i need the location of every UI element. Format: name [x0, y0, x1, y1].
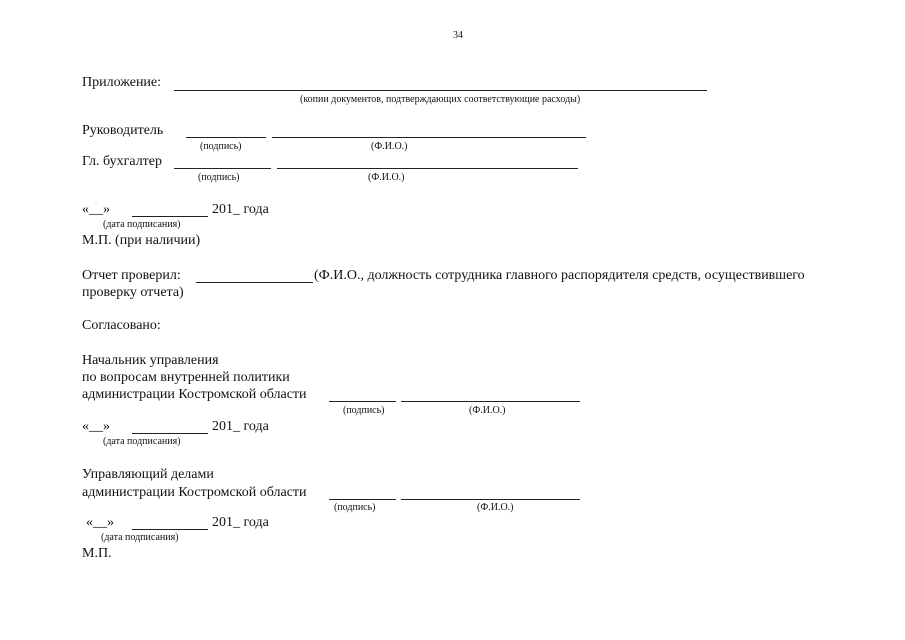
date1-quote: «__»: [82, 202, 110, 217]
attachment-caption: (копии документов, подтверждающих соответствующие расходы): [300, 94, 581, 105]
affairs-manager-name-line: [401, 499, 580, 500]
date3-quote: «__»: [86, 515, 114, 530]
date3-caption: (дата подписания): [101, 532, 179, 543]
date2-year: 201_ года: [212, 419, 269, 434]
internal-policy-name-caption: (Ф.И.О.): [469, 405, 506, 416]
date1-caption: (дата подписания): [103, 219, 181, 230]
head-sign-line: [186, 137, 266, 138]
accountant-label: Гл. бухгалтер: [82, 154, 163, 169]
page-number: 34: [453, 30, 463, 41]
affairs-manager-sign-line: [329, 499, 396, 500]
internal-policy-line1: Начальник управления: [82, 353, 219, 368]
internal-policy-line2: по вопросам внутренней политики: [82, 370, 290, 385]
date1-year: 201_ года: [212, 202, 269, 217]
checked-line: [196, 282, 313, 283]
date2-caption: (дата подписания): [103, 436, 181, 447]
head-name-line: [272, 137, 586, 138]
checked-text-line2: проверку отчета): [82, 285, 184, 300]
date2-quote: «__»: [82, 419, 110, 434]
affairs-manager-line2: администрации Костромской области: [82, 485, 307, 500]
stamp-text-1: М.П. (при наличии): [82, 233, 201, 248]
affairs-manager-sign-caption: (подпись): [334, 502, 376, 513]
date1-month-line: [132, 216, 208, 217]
date2-month-line: [132, 433, 208, 434]
stamp-text-2: М.П.: [82, 546, 112, 561]
affairs-manager-line1: Управляющий делами: [82, 467, 214, 482]
checked-label: Отчет проверил:: [82, 268, 181, 283]
head-label: Руководитель: [82, 123, 164, 138]
accountant-sign-caption: (подпись): [198, 172, 240, 183]
agreed-heading: Согласовано:: [82, 318, 161, 333]
head-sign-caption: (подпись): [200, 141, 242, 152]
head-name-caption: (Ф.И.О.): [371, 141, 408, 152]
affairs-manager-name-caption: (Ф.И.О.): [477, 502, 514, 513]
attachment-label: Приложение:: [82, 75, 162, 90]
accountant-sign-line: [174, 168, 271, 169]
accountant-name-line: [277, 168, 578, 169]
internal-policy-sign-caption: (подпись): [343, 405, 385, 416]
attachment-line: [174, 90, 707, 91]
internal-policy-sign-line: [329, 401, 396, 402]
internal-policy-line3: администрации Костромской области: [82, 387, 307, 402]
internal-policy-name-line: [401, 401, 580, 402]
accountant-name-caption: (Ф.И.О.): [368, 172, 405, 183]
date3-year: 201_ года: [212, 515, 269, 530]
date3-month-line: [132, 529, 208, 530]
checked-text-line1: (Ф.И.О., должность сотрудника главного распорядителя средств, осуществившего: [314, 268, 805, 283]
